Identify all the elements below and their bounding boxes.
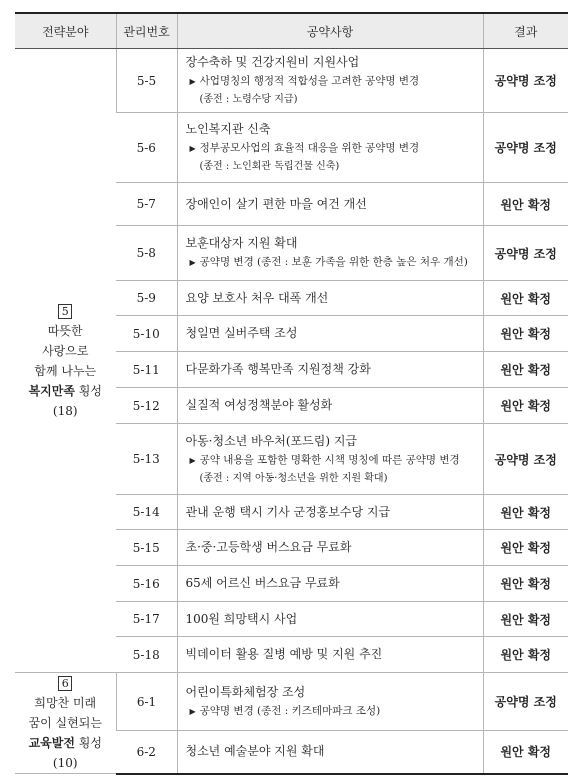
row-code: 5-6 [116,113,177,183]
row-pledge [177,602,483,637]
pledge-title: 장수축하 및 건강지원비 지원사업 [185,55,360,69]
pledge-detail-text: 정부공모사업의 효율적 대응을 위한 공약명 변경 [199,142,420,154]
row-result: 원안 확정 [483,637,568,673]
pledge-title: 요양 보호사 처우 대폭 개선 [185,290,329,305]
area-line: 따뜻한 [47,323,83,338]
pledge-title: 장애인이 살기 편한 마을 여건 개선 [185,196,367,211]
pledge-detail [186,253,479,272]
row-code: 5-11 [116,352,177,388]
row-code: 5-14 [116,495,177,530]
pledge-title: 다문화가족 행복만족 지원정책 강화 [185,362,371,376]
pledge-detail-text: 공약 내용을 포함한 명확한 시책 명칭에 따른 공약명 변경 [199,453,460,466]
pledge-table [15,12,568,775]
pledge-note: (종전 : 노인회관 독립건물 신축) [199,161,340,172]
area-count: (18) [52,403,78,418]
pledge-title: 청소년 예술분야 지원 확대 [185,744,325,759]
header-code: 관리번호 [116,13,177,49]
pledge-note: (종전 : 노령수당 지급) [199,94,298,105]
row-pledge [177,731,483,774]
pledge-detail-text: 공약명 변경 (종전 : 보훈 가족을 위한 한층 높은 처우 개선) [199,256,468,268]
pledge-title: 빅데이터 활용 질병 예방 및 지원 추진 [185,647,383,661]
pledge-note: (종전 : 지역 아동·청소년을 위한 지원 확대) [199,472,388,484]
pledge-detail [186,702,479,721]
row-pledge [177,388,483,424]
pledge-detail [186,451,479,470]
pledge-detail [186,139,479,158]
row-code: 5-8 [116,226,177,281]
row-pledge [177,566,483,602]
row-code: 5-16 [116,566,177,602]
area-number-badge: 6 [58,676,72,691]
row-result: 공약명 조정 [483,424,568,495]
pledge-detail [186,72,479,91]
row-result: 원안 확정 [483,495,568,530]
table-row [15,673,568,731]
pledge-detail-text: 공약명 변경 (종전 : 키즈테마파크 조성) [199,704,381,717]
row-result: 공약명 조정 [483,49,568,113]
row-pledge [177,495,483,530]
header-result: 결과 [483,13,568,49]
area-line: 함께 나누는 [34,363,97,378]
row-pledge [177,530,483,566]
row-pledge [177,281,483,316]
header-pledge: 공약사항 [177,13,483,49]
pledge-title: 초·중·고등학생 버스요금 무료화 [185,540,352,554]
row-result: 원안 확정 [483,530,568,566]
row-result: 원안 확정 [483,602,568,637]
row-pledge [177,673,483,731]
pledge-title: 100원 희망택시 사업 [185,611,298,626]
row-code: 6-1 [116,673,177,731]
area-line: 사랑으로 [42,343,89,358]
row-result: 원안 확정 [483,352,568,388]
row-result: 원안 확정 [483,566,568,602]
row-result: 공약명 조정 [483,226,568,281]
header-row [15,13,568,49]
pledge-title: 관내 운행 택시 기사 군정홍보수당 지급 [185,504,391,519]
strategy-area-6 [15,673,116,774]
header-area: 전략분야 [15,13,116,49]
pledge-title: 보훈대상자 지원 확대 [185,236,298,250]
triangle-right-icon: ▶ [189,258,196,267]
row-pledge [177,226,483,281]
row-code: 6-2 [116,731,177,774]
row-code: 5-10 [116,316,177,352]
area-number-badge: 5 [58,304,72,319]
table-row [15,49,568,113]
row-result: 공약명 조정 [483,113,568,183]
row-code: 5-15 [116,530,177,566]
triangle-right-icon: ▶ [189,706,196,716]
row-result: 원안 확정 [483,281,568,316]
row-code: 5-7 [116,183,177,226]
row-code: 5-18 [116,637,177,673]
strategy-area-5 [15,49,116,673]
row-pledge [177,637,483,673]
pledge-detail-text: 사업명칭의 행정적 적합성을 고려한 공약명 변경 [199,75,420,87]
area-line: 꿈이 실현되는 [28,716,102,730]
row-code: 5-17 [116,602,177,637]
pledge-title: 노인복지관 신축 [185,122,271,136]
row-pledge [177,113,483,183]
row-pledge [177,183,483,226]
row-pledge [177,424,483,495]
row-result: 원안 확정 [483,731,568,774]
pledge-title: 실질적 여성정책분야 활성화 [185,398,333,412]
area-name-rest: 횡성 [74,383,102,398]
row-result: 공약명 조정 [483,673,568,731]
area-line: 희망찬 미래 [34,696,97,710]
row-pledge [177,49,483,113]
triangle-right-icon: ▶ [189,144,196,153]
row-code: 5-13 [116,424,177,495]
area-name-bold: 교육발전 [28,736,75,750]
row-code: 5-5 [116,49,177,113]
row-result: 원안 확정 [483,388,568,424]
row-pledge [177,352,483,388]
area-name-bold: 복지만족 [28,383,75,398]
pledge-title: 아동·청소년 바우처(포드림) 지급 [185,433,358,448]
pledge-title: 청일면 실버주택 조성 [185,326,298,340]
row-code: 5-9 [116,281,177,316]
triangle-right-icon: ▶ [189,455,196,465]
row-code: 5-12 [116,388,177,424]
triangle-right-icon: ▶ [189,77,196,86]
area-count: (10) [52,756,78,770]
pledge-title: 65세 어르신 버스요금 무료화 [185,576,340,590]
row-result: 원안 확정 [483,316,568,352]
row-result: 원안 확정 [483,183,568,226]
row-pledge [177,316,483,352]
pledge-title: 어린이특화체험장 조성 [185,684,306,699]
area-name-rest: 횡성 [74,736,102,750]
